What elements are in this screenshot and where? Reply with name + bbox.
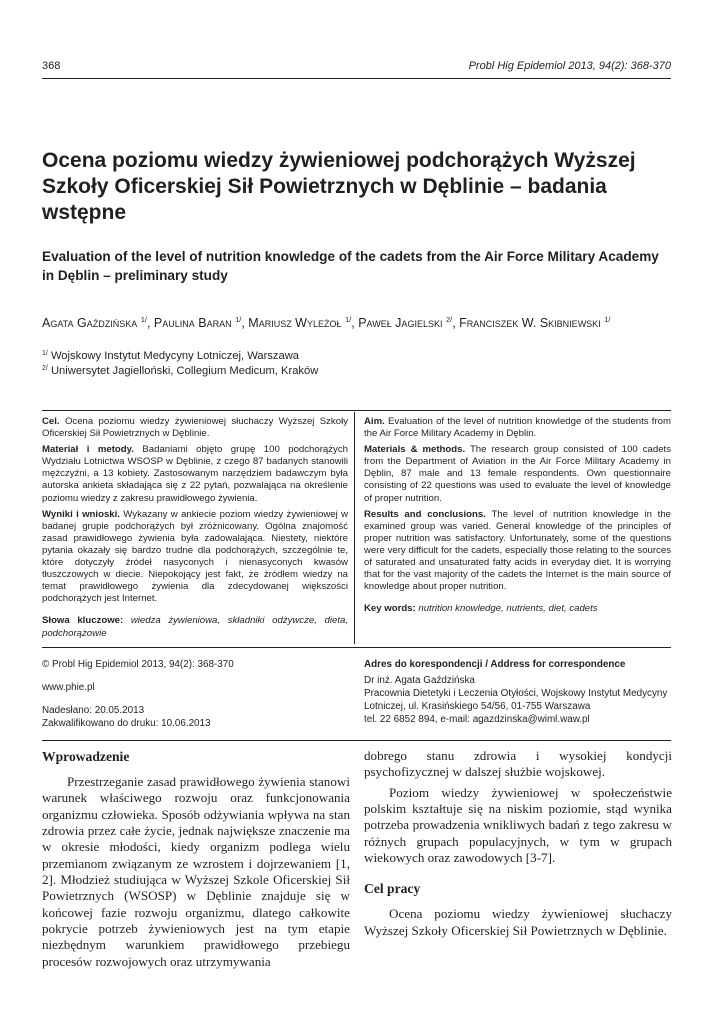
author-affiliation-mark: 1/ xyxy=(344,315,352,324)
copyright-line: © Probl Hig Epidemiol 2013, 94(2): 368-370 xyxy=(42,659,234,670)
body-rule xyxy=(42,740,671,741)
abstract-keywords xyxy=(42,615,348,639)
abstract-results xyxy=(364,509,671,594)
affiliation-2 xyxy=(42,362,318,378)
author-name: Mariusz Wyleżoł xyxy=(248,316,342,330)
abstract-keywords-label: Słowa kluczowe: xyxy=(42,615,124,627)
section-heading-introduction: Wprowadzenie xyxy=(42,749,130,764)
abstract-aim-label: Cel. xyxy=(42,416,60,427)
publication-info xyxy=(42,658,342,730)
author-name: Franciszek W. Skibniewski xyxy=(459,316,601,330)
abstract-keywords-text: wiedza żywieniowa, składniki odżywcze, dieta, podchorążowie xyxy=(42,615,348,639)
author-affiliation-mark: 2/ xyxy=(445,315,453,324)
author-name: Agata Gaździńska xyxy=(42,316,138,330)
author-name: Paweł Jagielski xyxy=(358,316,443,330)
affiliation-text: Uniwersytet Jagielloński, Collegium Medicum, Kraków xyxy=(50,365,319,377)
correspondence-contact: tel. 22 6852 894, e-mail: agazdzinska@wiml.waw.pl xyxy=(364,714,590,725)
abstract-polish xyxy=(42,416,348,644)
affiliation-mark: 2/ xyxy=(42,365,48,372)
abstract-results-text: The level of nutrition knowledge in the examined group was varied. General knowledge of the principles of proper nutrition was satisfactory. Unfortunately, some of the questions were very difficult for the cadets, especially those relating to the sources of saturated and unsaturated fatty acids in everyday diet. It is worrying that for the vast majority of the cadets the Internet is the main source of knowledge about proper nutrition. xyxy=(364,508,671,593)
abstract-methods xyxy=(42,444,348,504)
section-heading-aim: Cel pracy xyxy=(364,881,421,897)
correspondence-address: Lotniczej, ul. Krasińskiego 54/56, 01-755 Warszawa xyxy=(364,701,591,712)
abstract-keywords-label: Key words: xyxy=(364,603,416,615)
journal-citation: Probl Hig Epidemiol 2013, 94(2): 368-370 xyxy=(468,60,671,72)
author-affiliation-mark: 1/ xyxy=(604,315,611,324)
abstract-aim xyxy=(364,416,671,440)
abstract-aim-label: Aim. xyxy=(364,416,385,427)
body-paragraph: Poziom wiedzy żywieniowej w społeczeństwie polskim kształtuje się na niskim poziomie, stąd wynika potrzeba prowadzenia wnikliwych badań z tego zakresu w różnych grupach populacyjnych, w tym w grupach wiekowych oraz zawodowych [3-7]. xyxy=(364,784,672,866)
accepted-date: Zakwalifikowano do druku: 10.06.2013 xyxy=(42,718,211,729)
title-english: Evaluation of the level of nutrition knowledge of the cadets from the Air Force Military Academy in Dęblin – preliminary study xyxy=(42,249,659,283)
abstract-results-label: Results and conclusions. xyxy=(364,508,486,520)
correspondence-heading: Adres do korespondencji / Address for correspondence xyxy=(364,659,626,670)
body-paragraph: Ocena poziomu wiedzy żywieniowej słuchaczy Wyższej Szkoły Oficerskiej Sił Powietrznych w Dęblinie. xyxy=(364,906,672,938)
received-date: Nadesłano: 20.05.2013 xyxy=(42,705,145,716)
author-affiliation-mark: 1/ xyxy=(235,315,242,324)
correspondence-address: Pracownia Dietetyki i Leczenia Otyłości, Wojskowy Instytut Medycyny xyxy=(364,688,668,699)
abstract-column-divider xyxy=(354,412,355,644)
body-paragraph: dobrego stanu zdrowia i wysokiej kondycji psychofizycznej w dalszej służbie wojskowej. xyxy=(364,748,672,780)
journal-website[interactable]: www.phie.pl xyxy=(42,682,95,693)
abstract-aim-text: Evaluation of the level of nutrition knowledge of the students from the Air Force Military Academy in Dęblin. xyxy=(364,416,671,440)
affiliation-1 xyxy=(42,347,299,363)
abstract-methods-text: The research group consisted of 100 cadets from the Department of Aviation in the Air Force Military Academy in Dęblin, 87 male and 13 female respondents. Own questionnaire consisting of 22 questions was used to evaluate the level of knowledge of proper nutrition. xyxy=(364,444,671,504)
abstract-aim xyxy=(42,416,348,440)
abstract-methods-text: Badaniami objęto grupę 100 podchorążych Wydziału Lotnictwa WSOSP w Dęblinie, z czego 87 badanych stanowili mężczyźni, a 13 kobiety. Zastosowanym narzędziem badawczym była autorska ankieta składająca się z 22 pytań, pozwalająca na określenie poziomu wiedzy z zakresu prawidłowego żywienia. xyxy=(42,444,348,504)
body-column-left xyxy=(42,748,350,970)
abstract-results-text: Wykazany w ankiecie poziom wiedzy żywieniowej w badanej grupie podchorążych był zróżnicowany. Ogólna znajomość zasad prawidłowego żywienia była zadowalająca. Niestety, niektóre pytania okazały się bardzo trudne dla podchorążych, szczególnie te, które dotyczyły źródeł nasyconych i nienasyconych kwasów tłuszczowych w diecie. Niepokojący jest fakt, że źródłem wiedzy na temat prawidłowego żywienia dla zdecydowanej większości podchorążych jest Internet. xyxy=(42,508,349,605)
affiliation-mark: 1/ xyxy=(42,350,48,357)
title-polish: Ocena poziomu wiedzy żywieniowej podchorążych Wyższej Szkoły Oficerskiej Sił Powietrznych w Dęblinie – badania wstępne xyxy=(42,149,636,224)
page-number: 368 xyxy=(42,60,61,72)
author-affiliation-mark: 1/ xyxy=(140,315,147,324)
author-name: Paulina Baran xyxy=(153,316,232,330)
affiliation-text: Wojskowy Instytut Medycyny Lotniczej, Warszawa xyxy=(50,350,300,362)
abstract-methods-label: Materials & methods. xyxy=(364,444,466,456)
abstract-keywords xyxy=(364,603,671,615)
body-paragraph: Przestrzeganie zasad prawidłowego żywienia stanowi warunek właściwego rozwoju oraz funkcjonowania organizmu człowieka. Sposób odżywiania wpływa na stan zdrowia przez całe życie, jednak największe znaczenie ma w okresie młodości, kiedy organizm podlega wielu przemianom związanym ze wzrostem i dojrzewaniem [1, 2]. Młodzież studiująca w Wyższej Szkole Oficerskiej Sił Powietrznych (WSOSP) w Dęblinie znajduje się w końcowej fazie rozwoju organizmu, dlatego całkowite pokrycie potrzeb żywieniowych jest na tym etapie niezbędnym warunkiem prawidłowego przebiegu procesów rozwojowych oraz utrzymywania xyxy=(42,774,350,969)
abstract-keywords-text: nutrition knowledge, nutrients, diet, cadets xyxy=(418,603,598,615)
correspondence-name: Dr inż. Agata Gaździńska xyxy=(364,675,475,686)
abstract-english xyxy=(364,416,671,619)
body-column-right xyxy=(364,748,672,939)
abstract-results-label: Wyniki i wnioski. xyxy=(42,508,120,520)
abstract-methods xyxy=(364,444,671,504)
author-list: Agata Gaździńska $^{1/}$, Paulina Baran $^{1/}$, Mariusz Wyleżoł $^{1/}$, Paweł Jagielski $^{2/}$, Franciszek W. Skibniewski $^{1/}$ xyxy=(42,315,611,330)
abstract-aim-text: Ocena poziomu wiedzy żywieniowej słuchaczy Wyższej Szkoły Oficerskiej Sił Powietrznych w Dęblinie. xyxy=(42,416,348,440)
abstract-results xyxy=(42,509,348,606)
abstract-methods-label: Materiał i metody. xyxy=(42,444,134,456)
header-rule xyxy=(42,78,671,79)
correspondence-info xyxy=(364,658,674,726)
